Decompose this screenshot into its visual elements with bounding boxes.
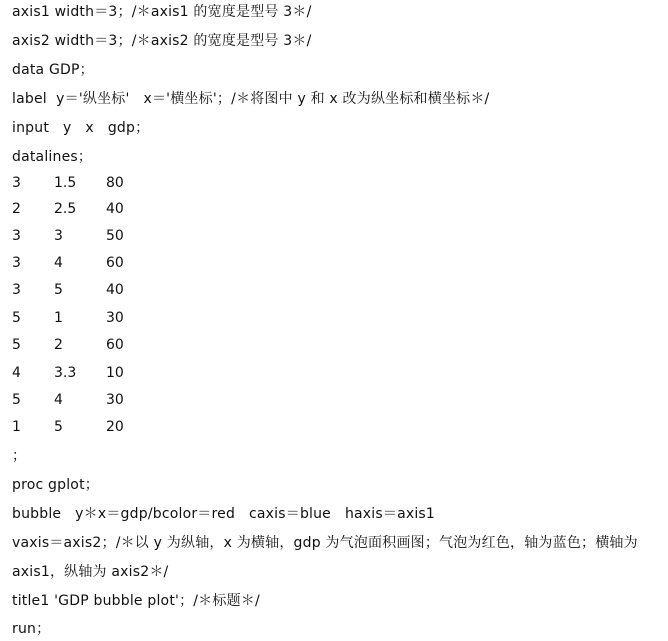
code-line-data: data GDP；: [12, 62, 94, 78]
code-line-run: run；: [12, 621, 51, 637]
code-line-title: title1 'GDP bubble plot'；/＊标题＊/: [12, 593, 260, 609]
data-cell-y: 5: [12, 337, 21, 353]
code-line-bubble: bubble y＊x＝gdp/bcolor＝red caxis＝blue haxis＝axis1: [12, 506, 436, 522]
data-cell-gdp: 40: [106, 201, 124, 217]
data-cell-x: 3: [54, 228, 63, 244]
code-line-datalines: datalines；: [12, 149, 93, 165]
data-cell-y: 4: [12, 365, 21, 381]
code-line-label: label y＝'纵坐标' x＝'横坐标'；/＊将图中 y 和 x 改为纵坐标和横坐标＊/: [12, 91, 490, 107]
data-cell-gdp: 20: [106, 419, 124, 435]
data-cell-y: 3: [12, 175, 21, 191]
data-cell-y: 3: [12, 282, 21, 298]
code-line-input: input y x gdp；: [12, 120, 150, 136]
data-cell-y: 1: [12, 419, 21, 435]
data-cell-x: 1: [54, 310, 63, 326]
code-line-proc-gplot: proc gplot；: [12, 477, 99, 493]
data-cell-gdp: 40: [106, 282, 124, 298]
data-cell-x: 5: [54, 282, 63, 298]
data-cell-y: 5: [12, 310, 21, 326]
code-line-axis2: axis2 width＝3；/＊axis2 的宽度是型号 3＊/: [12, 33, 312, 49]
data-cell-x: 5: [54, 419, 63, 435]
data-cell-gdp: 30: [106, 310, 124, 326]
data-cell-gdp: 60: [106, 337, 124, 353]
data-cell-gdp: 30: [106, 392, 124, 408]
code-line-vaxis: vaxis＝axis2；/＊以 y 为纵轴，x 为横轴，gdp 为气泡面积画图；气泡为红色，轴为蓝色；横轴为: [12, 535, 638, 551]
data-cell-gdp: 60: [106, 255, 124, 271]
data-cell-y: 2: [12, 201, 21, 217]
data-cell-y: 5: [12, 392, 21, 408]
data-cell-x: 1.5: [54, 175, 77, 191]
data-cell-x: 3.3: [54, 365, 77, 381]
data-cell-x: 4: [54, 255, 63, 271]
code-line-semicolon: ；: [12, 448, 27, 464]
data-cell-gdp: 50: [106, 228, 124, 244]
code-line-vaxis-continued: axis1，纵轴为 axis2＊/: [12, 564, 169, 580]
data-cell-gdp: 10: [106, 365, 124, 381]
data-cell-x: 2: [54, 337, 63, 353]
data-cell-y: 3: [12, 255, 21, 271]
data-cell-y: 3: [12, 228, 21, 244]
data-cell-x: 4: [54, 392, 63, 408]
data-cell-x: 2.5: [54, 201, 77, 217]
code-line-axis1: axis1 width＝3；/＊axis1 的宽度是型号 3＊/: [12, 4, 312, 20]
data-cell-gdp: 80: [106, 175, 124, 191]
